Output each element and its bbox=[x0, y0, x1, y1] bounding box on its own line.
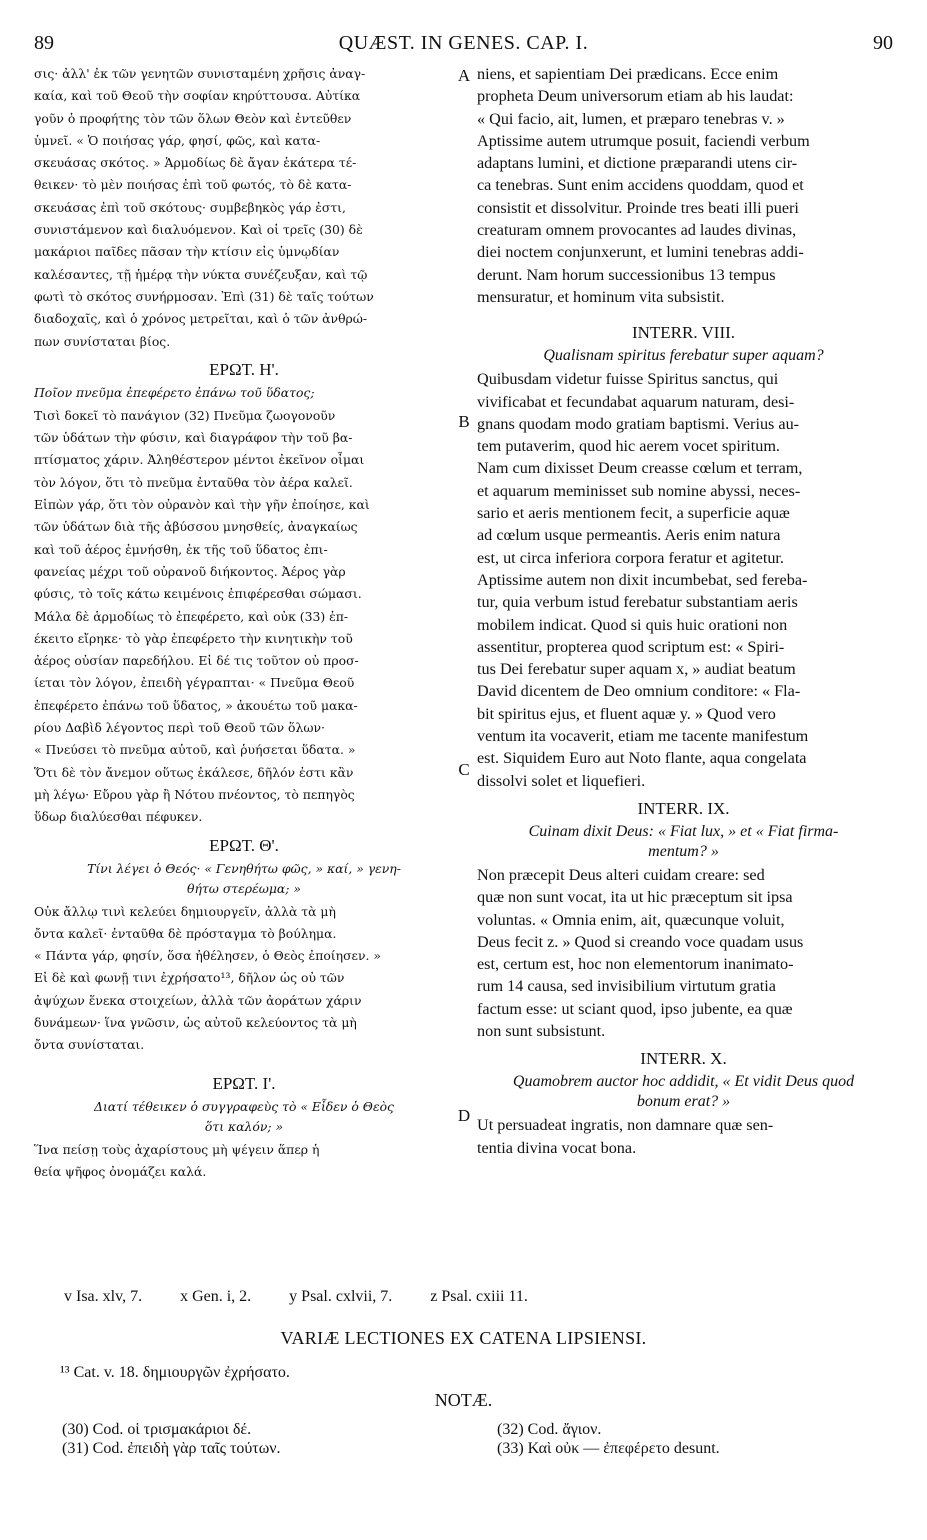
latin-answer-9: Non præcepit Deus alteri cuidam creare: sed quæ non sunt vocat, ita ut hic præceptum sit ipsa voluntas. « Omnia enim, ait, quæcunque voluit, Deus fecit z. » Quod si creando voce quadam usus est, certum est, hoc non elementorum inanimato- rum 14 causa, sed invisibilium virtutum gratia factum esse: ut sciant quod, ipso jubente, ea quæ non sunt subsistunt. bbox=[477, 865, 804, 1040]
scripture-footnotes bbox=[64, 1288, 562, 1306]
latin-question-8: Qualisnam spiritus ferebatur super aquam? bbox=[543, 347, 824, 365]
page-number-left: 89 bbox=[34, 32, 54, 54]
nota-32: (32) Cod. ἄγιον. bbox=[497, 1421, 602, 1438]
greek-paragraph-intro: σις· ἀλλ' ἐκ τῶν γενητῶν συνισταμένη χρῆσις ἀναγ- καία, καὶ τοῦ Θεοῦ τὴν σοφίαν κηρύττουσα. Αὐτίκα γοῦν ὁ προφήτης τὸν τῶν ὅλων Θεὸν καὶ ἐντεῦθεν ὑμνεῖ. « Ὁ ποιήσας γάρ, φησί, φῶς, καὶ κατα- σκευάσας σκότος. » Ἁρμοδίως δὲ ἄγαν ἑκάτερα τέ- θεικεν· τὸ μὲν ποιήσας ἐπὶ τοῦ φωτός, τὸ δὲ κατα- σκευάσας ἐπὶ τοῦ σκότους· συμβεβηκὸς γάρ ἐστι, συνιστάμενον καὶ διαλυόμενον. Καὶ οἱ τρεῖς (30) δὲ μακάριοι παῖδες πᾶσαν τὴν κτίσιν εἰς ὑμνῳδίαν καλέσαντες, τῇ ἡμέρᾳ τὴν νύκτα συνέζευξαν, καὶ τῷ φωτὶ τὸ σκότος συνήρμοσαν. Ἐπὶ (31) δὲ ταῖς τούτων διαδοχαῖς, καὶ ὁ χρόνος μετρεῖται, καὶ ὁ τῶν ἀνθρώ- πων συνίσταται βίος. bbox=[34, 66, 374, 349]
nota-31: (31) Cod. ἐπειδὴ γὰρ ταῖς τούτων. bbox=[62, 1440, 281, 1457]
page-number-right: 90 bbox=[873, 32, 893, 54]
nota-30: (30) Cod. οἱ τρισμακάριοι δέ. bbox=[62, 1421, 252, 1438]
greek-answer-8: Τισὶ δοκεῖ τὸ πανάγιον (32) Πνεῦμα ζωογονοῦν τῶν ὑδάτων τὴν φύσιν, καὶ διαγράφον τὴν τοῦ βα- πτίσματος χάριν. Ἀληθέστερον μέντοι ἐκεῖνον οἶμαι τὸν λόγον, ὅτι τὸ πνεῦμα ἐνταῦθα τὸν ἀέρα καλεῖ. Εἰπὼν γάρ, ὅτι τὸν οὐρανὸν καὶ τὴν γῆν ἐποίησε, καὶ τῶν ὑδάτων διὰ τῆς ἀβύσσου μνησθείς, ἀναγκαίως καὶ τοῦ ἀέρος ἐμνήσθη, ἐκ τῆς τοῦ ὕδατος ἐπι- φανείας μέχρι τοῦ οὐρανοῦ διήκοντος. Ἀέρος γὰρ φύσις, τὸ τοῖς κάτω κειμένοις ἐπιφέρεσθαι σώμασι. Μάλα δὲ ἁρμοδίως τὸ ἐπεφέρετο, καὶ οὐκ (33) ἐπ- έκειτο εἴρηκε· τὸ γὰρ ἐπεφέρετο τὴν κινητικὴν τοῦ ἀέρος οὐσίαν παρεδήλου. Εἰ δέ τις τοῦτον οὐ προσ- ίεται τὸν λόγον, ἐπειδὴ γέγραπται· « Πνεῦμα Θεοῦ ἐπεφέρετο ἐπάνω τοῦ ὕδατος, » ἀκουέτω τοῦ μακα- ρίου Δαβὶδ λέγοντος περὶ τοῦ Θεοῦ τῶν ὅλων· « Πνεύσει τὸ πνεῦμα αὐτοῦ, καὶ ῥυήσεται ὕδατα. » Ὅτι δὲ τὸν ἄνεμον οὕτως ἐκάλεσε, δῆλόν ἐστι κἂν μὴ λέγω· Εὔρου γὰρ ἢ Νότου πνέοντος, τὸ πεπηγὸς ὕδωρ διαλύεσθαι πέφυκεν. bbox=[34, 407, 370, 825]
latin-column bbox=[477, 63, 890, 1159]
margin-marker-a: A bbox=[457, 66, 471, 85]
page-header bbox=[34, 32, 893, 58]
running-title: QUÆST. IN GENES. CAP. I. bbox=[338, 32, 589, 54]
greek-answer-9: Οὐκ ἄλλῳ τινὶ κελεύει δημιουργεῖν, ἀλλὰ τὰ μὴ ὄντα καλεῖ· ἐνταῦθα δὲ πρόσταγμα τὸ βούλημα. « Πάντα γάρ, φησίν, ὅσα ἠθέλησεν, ὁ Θεὸς ἐποίησεν. » Εἰ δὲ καὶ φωνῇ τινι ἐχρήσατο¹³, δῆλον ὡς οὐ τῶν ἀψύχων ἕνεκα στοιχείων, ἀλλὰ τῶν ἀοράτων χάριν δυνάμεων· ἵνα γνῶσιν, ὡς αὐτοῦ κελεύοντος τὰ μὴ ὄντα συνίσταται. bbox=[34, 903, 381, 1053]
greek-heading-10: ΕΡΩΤ. Ι'. bbox=[212, 1073, 276, 1093]
footnote-x: x Gen. i, 2. bbox=[180, 1288, 252, 1305]
greek-question-10: Διατί τέθεικεν ὁ συγγραφεὺς τὸ « Εἶδεν ὁ Θεὸς ὅτι καλόν; » bbox=[94, 1098, 394, 1134]
latin-heading-8: INTERR. VIII. bbox=[631, 323, 736, 343]
latin-paragraph-intro: niens, et sapientiam Dei prædicans. Ecce enim propheta Deum universorum etiam ab his laudat: « Qui facio, ait, lumen, et præparo tenebras v. » Aptissime autem utrumque posuit, faciendi verbum adaptans lumini, et dictione præparandi utens cir- ca tenebras. Sunt enim accidens quoddam, quod et consistit et dissolvitur. Proinde tres beati illi pueri creaturam omnem provocantes ad laudes divinas, diei noctem conjunxerunt, et lumini tenebras addi- derunt. Nam horum successionibus 13 tempus mensuratur, et hominum vita subsistit. bbox=[477, 65, 810, 306]
latin-heading-10: INTERR. X. bbox=[640, 1049, 727, 1069]
nota-33: (33) Καὶ οὐκ — ἐπεφέρετο desunt. bbox=[497, 1440, 720, 1457]
latin-answer-10: Ut persuadeat ingratis, non damnare quæ sen- tentia divina vocat bona. bbox=[477, 1116, 774, 1157]
latin-question-10: Quamobrem auctor hoc addidit, « Et vidit Deus quod bonum erat? » bbox=[512, 1073, 855, 1111]
greek-heading-8: ΕΡΩΤ. Η'. bbox=[209, 359, 279, 379]
notae-title: NOTÆ. bbox=[434, 1390, 493, 1410]
greek-answer-10: Ἵνα πείσῃ τοὺς ἀχαρίστους μὴ ψέγειν ἅπερ ἡ θεία ψῆφος ὀνομάζει καλά. bbox=[34, 1141, 320, 1179]
notae-left bbox=[62, 1420, 281, 1458]
latin-heading-9: INTERR. IX. bbox=[637, 798, 730, 818]
notae-right bbox=[497, 1420, 720, 1458]
variae-lectiones-item: ¹³ Cat. v. 18. δημιουργῶν ἐχρήσατο. bbox=[60, 1364, 290, 1381]
footnote-y: y Psal. cxlvii, 7. bbox=[289, 1288, 393, 1305]
greek-heading-9: ΕΡΩΤ. Θ'. bbox=[209, 835, 279, 855]
greek-column bbox=[34, 63, 454, 1183]
latin-answer-8: Quibusdam videtur fuisse Spiritus sanctus, qui vivificabat et fecundabat aquarum naturam, desi- gnans quodam modo gratiam baptismi. Verius au- tem putaverim, quod hic aerem vocet spiritum. Nam cum dixisset Deum creasse cœlum et terram, et aquarum meminisset sub nomine abyssi, neces- sario et aeris mentionem fecit, a superficie aquæ ad cœlum usque permeantis. Aeris enim natura est, ut circa inferiora corpora feratur et agitetur. Aptissime autem non dixit incumbebat, sed fereba- tur, quia verbum istud ferebatur substantiam aeris mobilem indicat. Quod si quis huic orationi non assentitur, propterea quod scriptum est: « Spiri- tus Dei ferebatur super aquam x, » audiat beatum David dicentem de Deo omnium conditore: « Fla- bit spiritus ejus, et fluent aquæ y. » Quod vero ventum ita vocaverit, etiam me tacente manifestum est. Siquidem Euro aut Noto flante, aqua congelata dissolvi solet et liquefieri. bbox=[477, 370, 809, 790]
latin-question-9: Cuinam dixit Deus: « Fiat lux, » et « Fiat firma- mentum? » bbox=[528, 822, 839, 860]
margin-marker-b: B bbox=[458, 412, 470, 431]
variae-lectiones-title: VARIÆ LECTIONES EX CATENA LIPSIENSI. bbox=[280, 1328, 647, 1348]
greek-question-8: Ποῖον πνεῦμα ἐπεφέρετο ἐπάνω τοῦ ὕδατος; bbox=[34, 384, 315, 400]
margin-marker-c: C bbox=[458, 760, 470, 779]
footnote-z: z Psal. cxiii 11. bbox=[430, 1288, 528, 1305]
margin-marker-d: D bbox=[457, 1106, 471, 1125]
greek-question-9: Τίνι λέγει ὁ Θεός· « Γενηθήτω φῶς, » καί, » γενη- θήτω στερέωμα; » bbox=[87, 860, 401, 896]
footnote-v: v Isa. xlv, 7. bbox=[64, 1288, 143, 1305]
